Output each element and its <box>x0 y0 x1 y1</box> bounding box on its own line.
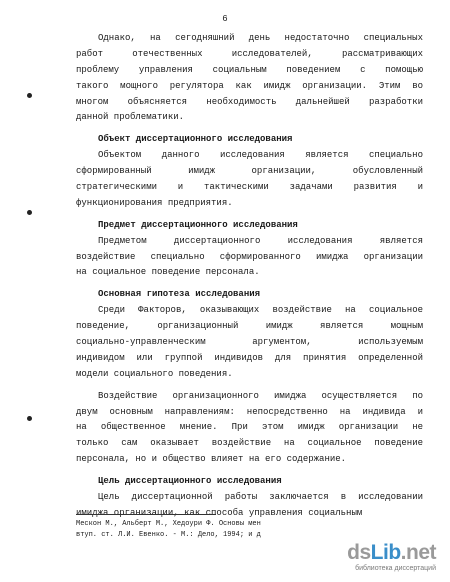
section-heading: Объект диссертационного исследования <box>98 134 293 145</box>
paragraph <box>76 490 423 522</box>
text-line: сформированный имидж организации, обусловленный <box>76 166 423 177</box>
footnote <box>76 519 376 541</box>
paragraph <box>76 303 423 382</box>
text-line: индивидом или группой индивидов для принятия определенной <box>76 352 423 363</box>
text-line: Однако, на сегодняшний день недостаточно специальных <box>98 33 423 43</box>
margin-mark <box>27 210 32 215</box>
text-line: имиджа организации, как способа управления социальным <box>76 507 363 518</box>
paragraph <box>76 148 423 212</box>
paragraph <box>76 389 423 468</box>
dslib-logo-subtitle: библиотека диссертаций <box>355 565 436 572</box>
text-line: многом объясняется необходимость дальнейшей разработки <box>76 96 423 107</box>
text-line: двум основным направлениям: непосредственно на индивида и <box>76 406 423 417</box>
text-line: такого мощного регулятора как имидж организации. Этим во <box>76 80 423 91</box>
document-body <box>76 31 423 528</box>
footnote-rule <box>76 514 216 515</box>
page-number: 6 <box>222 14 228 24</box>
footnote-line: Мескон М., Альберт М., Хедоури Ф. Основы мен <box>76 520 261 528</box>
section-heading: Предмет диссертационного исследования <box>98 219 298 230</box>
margin-mark <box>27 416 32 421</box>
text-line: Объектом данного исследования является специально <box>98 150 423 161</box>
paragraph <box>76 234 423 282</box>
footnote-line: втуп. ст. Л.И. Евенко. - М.: Дело, 1994; и д <box>76 531 261 539</box>
text-line: персонала, но и общество влияет на его содержание. <box>76 454 347 465</box>
text-line: проблему управления социальным поведением с помощью <box>76 64 423 75</box>
text-line: функционирования предприятия. <box>76 197 233 208</box>
text-line: на общественное мнение. При этом имидж организации не <box>76 422 423 433</box>
text-line: данной проблематики. <box>76 112 185 123</box>
section-heading: Основная гипотеза исследования <box>98 289 261 300</box>
text-line: Воздействие организационного имиджа осуществляется по <box>98 390 423 401</box>
text-line: Цель диссертационной работы заключается в исследовании <box>98 492 423 503</box>
text-line: Предметом диссертационного исследования является <box>98 235 423 246</box>
dslib-logo[interactable] <box>324 542 436 572</box>
text-line: только сам оказывает воздействие на социальное поведение <box>76 438 423 449</box>
text-line: на социальное поведение персонала. <box>76 267 260 278</box>
text-line: социально-управленческим аргументом, используемым <box>76 337 423 348</box>
text-line: поведение, организационный имидж является мощным <box>76 321 423 332</box>
margin-mark <box>27 93 32 98</box>
section-heading: Цель диссертационного исследования <box>98 476 282 487</box>
text-line: Среди Факторов, оказывающих воздействие на социальное <box>98 305 423 316</box>
text-line: воздействие специально сформированного имиджа организации <box>76 251 423 262</box>
text-line: стратегическими и тактическими задачами развития и <box>76 182 423 193</box>
paragraph <box>76 31 423 126</box>
text-line: работ отечественных исследователей, рассматривающих <box>76 48 423 59</box>
text-line: модели социального поведения. <box>76 368 233 379</box>
dslib-logo-text: dsLib.net <box>347 541 436 564</box>
